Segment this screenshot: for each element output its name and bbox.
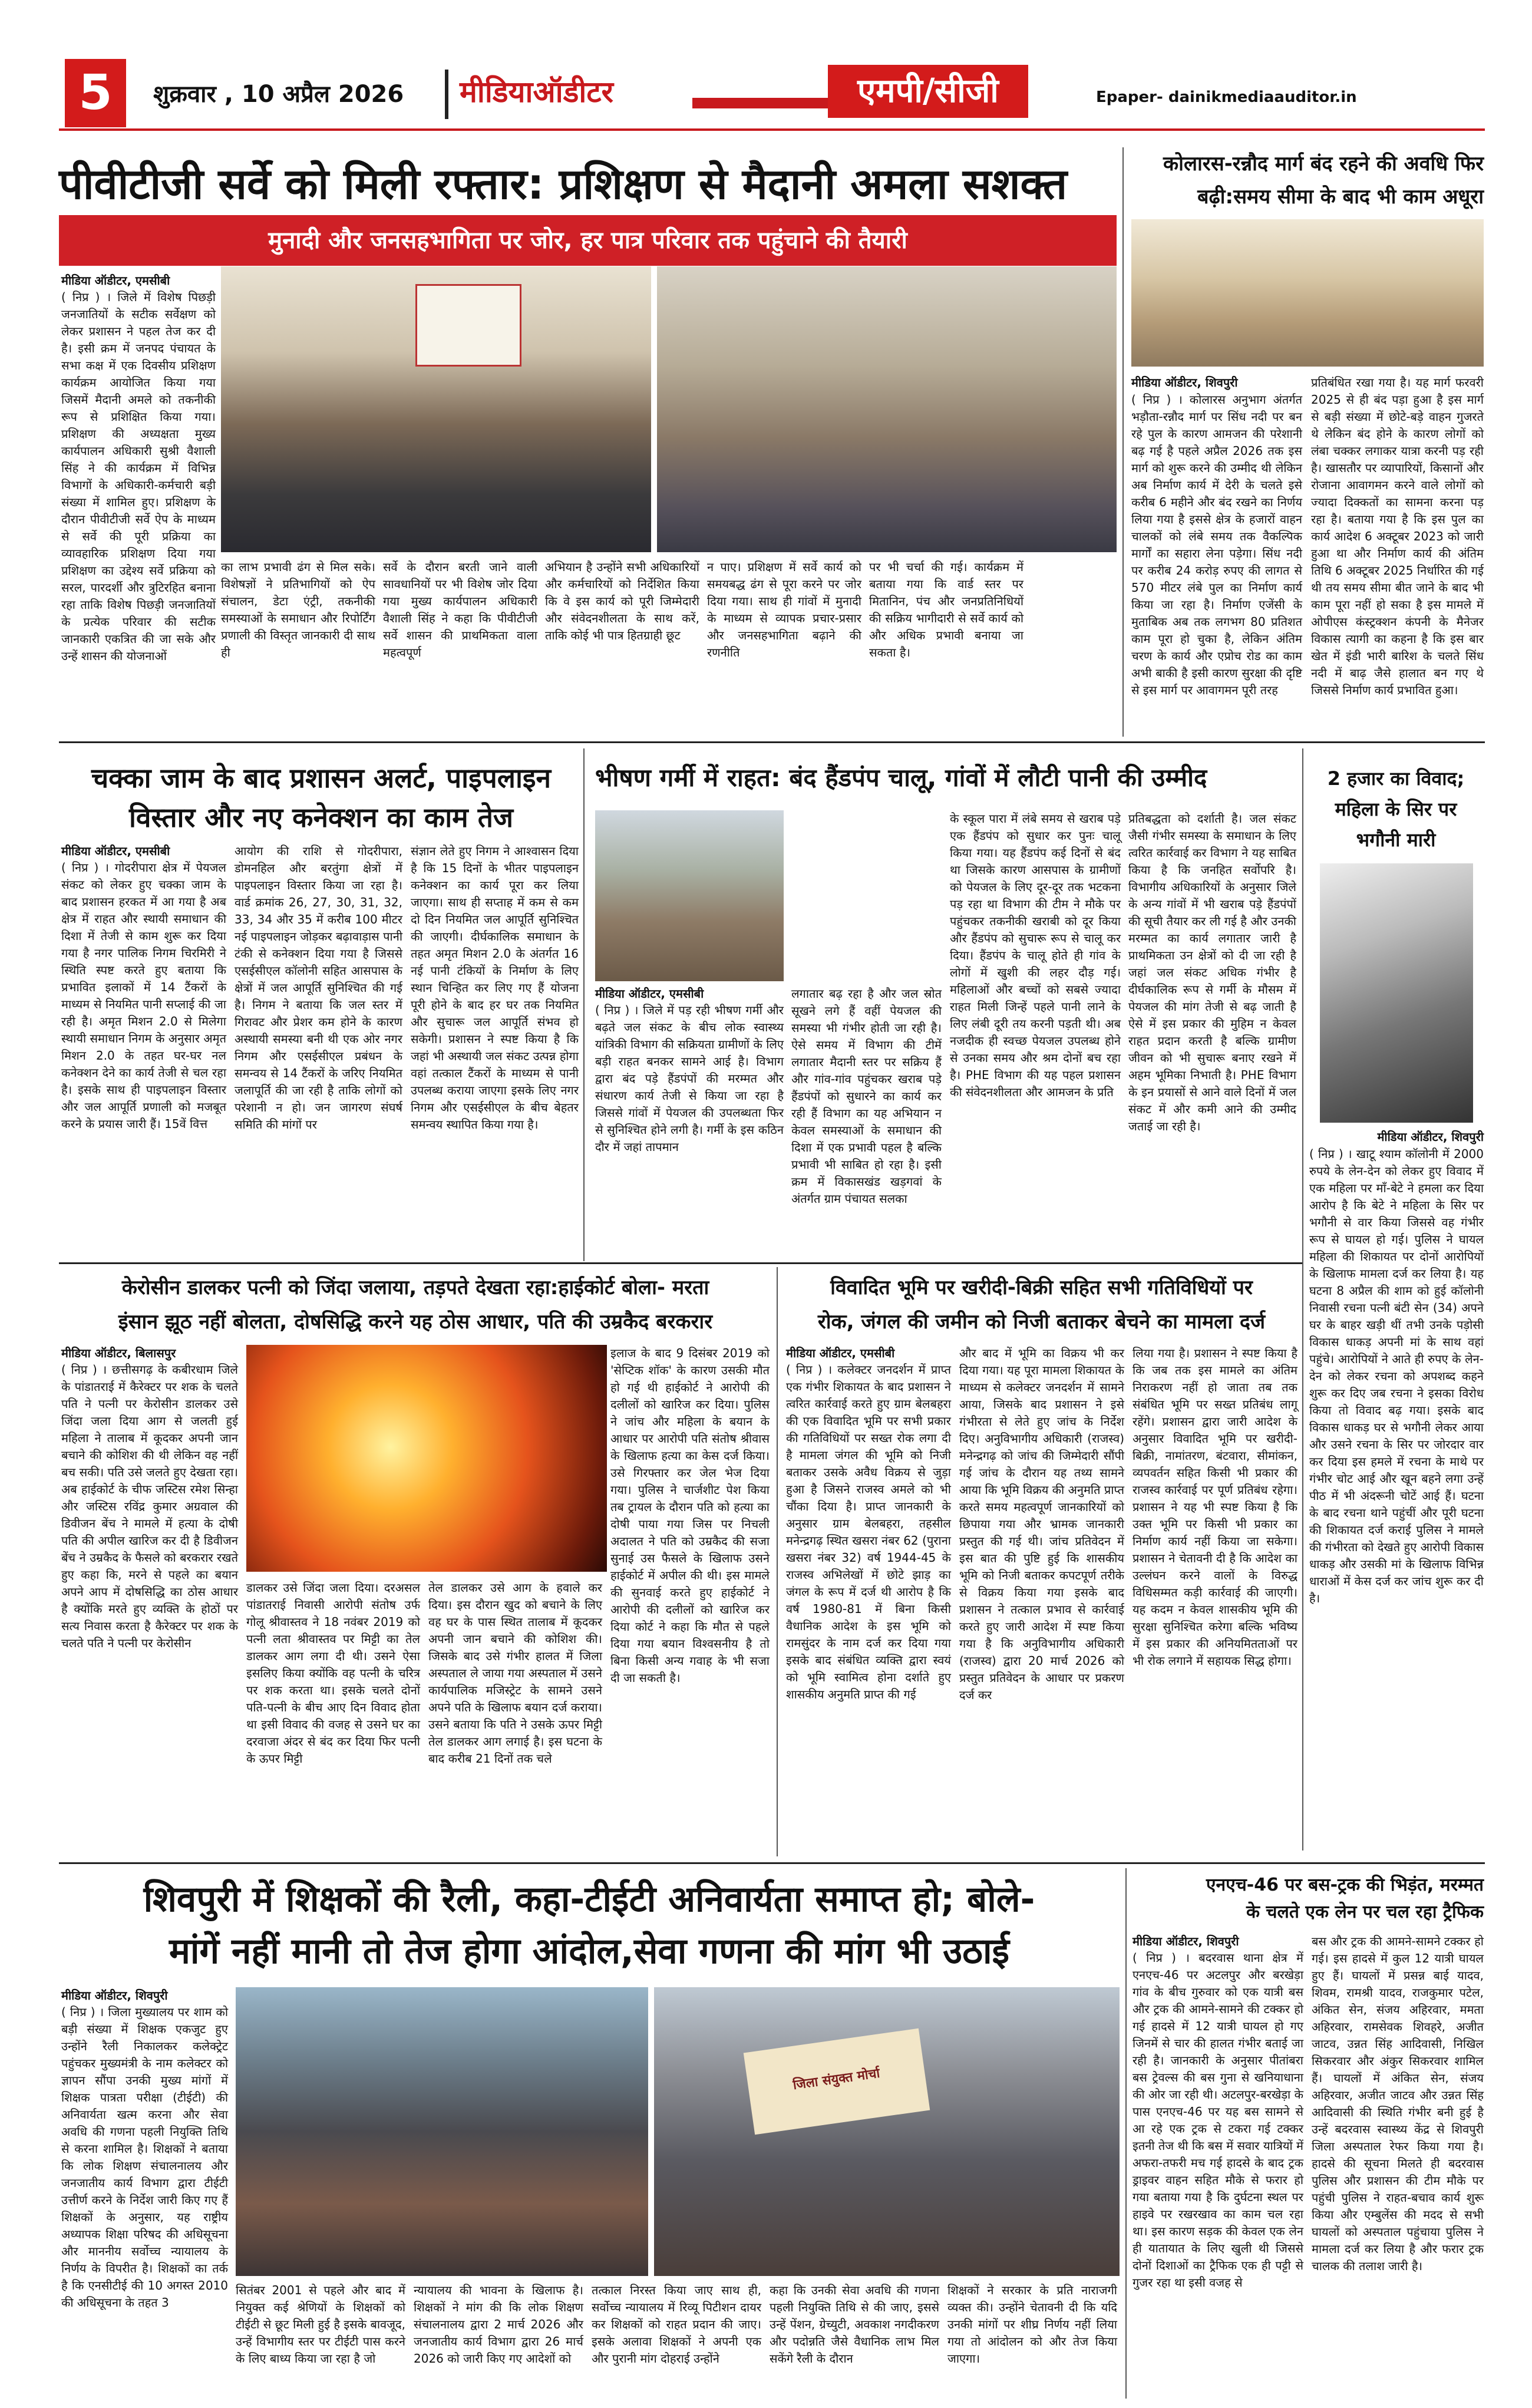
a4-col1: ( निप्र ) । जिले में पड़ रही भीषण गर्मी और बढ़ते जल संकट के बीच लोक स्वास्थ्य यांत्रिकी विभाग की सक्रियता ग्रामीणों के लिए बड़ी राहत बनकर सामने आई है। विभाग द्वारा बंद पड़े हैंडपंपों की मरम्मत और संधारण कार्य तेजी से किया जा रहा है जिससे गांवों में पेयजल की उपलब्धता फिर से सुनिश्चित होने लगी है। गर्मी के इस कठिन दौर में जहां तापमान (595, 1003, 784, 1154)
a1-col2: का लाभ प्रभावी ढंग से मिल सके। विशेषज्ञों ने प्रतिभागियों को ऐप संचालन, डेटा एंट्री, तकनीकी समस्याओं के समाधान और रिपोर्टिंग प्रणाली की विस्तृत जानकारी दी साथ ही (221, 560, 375, 659)
a8-right-rule (1125, 1868, 1127, 2399)
a3-col2: आयोग की राशि से गोदरीपारा, डोमनहिल और बरतुंगा क्षेत्रों में पाइपलाइन विस्तार किया जा रहा है। वार्ड क्रमांक 26, 27, 30, 31, 32, 33, 34 और 35 में करीब 100 मीटर नई पाइपलाइन जोड़कर बढ़ावाड़ास पानी टंकी से कनेक्शन दिया गया है जिससे एसईसीएल कॉलोनी सहित आसपास के क्षेत्रों में जल आपूर्ति सुनिश्चित की गई है। निगम ने बताया कि जल स्तर में गिरावट और प्रेशर कम होने के कारण अस्थायी समस्या बनी थी एक ओर नगर निगम और एसईसीएल प्रबंधन के समन्वय से 14 टैंकरों के जरिए नियमित जलापूर्ति की जा रही है ताकि लोगों को परेशानी न हो। जन जागरण संघर्ष समिति की मांगों पर (235, 844, 402, 1132)
a1-subhead: मुनादी और जनसहभागिता पर जोर, हर पात्र परिवार तक पहुंचाने की तैयारी (59, 215, 1117, 266)
a1-col4: अभियान है उन्होंने सभी अधिकारियों और कर्मचारियों को निर्देशित किया कि वे इस कार्य को पूरी जिम्मेदारी और संवेदनशीलता के साथ करें, ताकि कोई भी पात्र हितग्राही छूट (545, 560, 699, 642)
a5-col1: ( निप्र ) । खाटू श्याम कॉलोनी में 2000 रुपये के लेन-देन को लेकर हुए विवाद में एक महिला पर माँ-बेटे ने हमला कर दिया आरोप है कि बेटे ने महिला के सिर पर भगौनी से वार किया जिससे वह गंभीर रूप से घायल हो गई। पुलिस ने घायल महिला की शिकायत पर दोनों आरोपियों के खिलाफ मामला दर्ज कर लिया है। यह घटना 8 अप्रैल की शाम को हुई कॉलोनी निवासी रचना पत्नी बंटी सेन (34) अपने घर के बाहर खड़ी थीं तभी उनके पड़ोसी विकास धाकड़ अपनी मां के साथ वहां पहुंचे। आरोपियों ने आते ही रुपए के लेन-देन को लेकर रचना को अपशब्द कहने शुरू कर दिए जब रचना ने इसका विरोध किया तो विवाद बढ़ गया। इसके बाद विकास धाकड़ घर से भगौनी लेकर आया और उसने रचना के सिर पर जोरदार वार कर दिया इस हमले में रचना के माथे पर गंभीर चोट आई और खून बहने लगा उन्हें पीठ में भी अंदरूनी चोटें आई हैं। घटना के बाद रचना थाने पहुंचीं और पूरी घटना की शिकायत दर्ज कराई पुलिस ने मामले की गंभीरता को देखते हुए आरोपी विकास धाकड़ और उसकी मां के खिलाफ विभिन्न धाराओं में केस दर्ज कर जांच शुरू कर दी है। (1309, 1147, 1484, 1605)
a6-col3: तेल डालकर उसे आग के हवाले कर दिया। इस दौरान खुद को बचाने के लिए वह घर के पास स्थित तालाब में कूदकर अपनी जान बचाने की कोशिश की। जिसके बाद उसे गंभीर हालत में जिला अस्पताल ले जाया गया अस्पताल में उसने कार्यपालिक मजिस्ट्रेट के सामने उसने अपने पति के खिलाफ बयान दर्ज कराया। उसने बताया कि पति ने उसके ऊपर मिट्टी तेल डालकर आग लगाई है। इस घटना के बाद करीब 21 दिनों तक चले (428, 1581, 602, 1766)
row-rule-2 (59, 1262, 1302, 1264)
a3-headline-2: विस्तार और नए कनेक्शन का काम तेज (128, 801, 514, 833)
a3-right-rule (583, 748, 585, 1261)
a5-headline-2: महिला के सिर पर (1335, 798, 1457, 820)
a2-dateline-box (1131, 374, 1302, 392)
a1-photo-banner (415, 284, 521, 367)
a8-col6: शिक्षकों ने सरकार के प्रति नाराजगी व्यक्त की। उन्होंने चेतावनी दी कि यदि उनकी मांगों पर शीघ्र निर्णय नहीं लिया गया तो आंदोलन को और तेज किया जाएगा। (947, 2283, 1117, 2366)
a8-banner-text: जिला संयुक्त मोर्चा (792, 2066, 881, 2093)
a9-headline-1: एनएच-46 पर बस-ट्रक की भिड़ंत, मरम्मत (1206, 1875, 1484, 1895)
a6-col1: ( निप्र ) । छत्तीसगढ़ के कबीरधाम जिले के पांडातराई में कैरेक्टर पर शक के चलते पति ने पत्नी पर केरोसीन डालकर उसे जिंदा जला दिया आग से जलती हुई महिला ने तालाब में कूदकर अपनी जान बचाने की कोशिश की थी लेकिन वह नहीं बच सकी। पति उसे जलते हुए देखता रहा। अब हाईकोर्ट के चीफ जस्टिस रमेश सिन्हा और जस्टिस रविंद्र कुमार अग्रवाल की डिवीजन बेंच ने मामले में हत्या के दोषी पति की अपील खारिज कर दी है डिवीजन बेंच ने उम्रकैद के फैसले को बरकरार रखते हुए कहा कि, मरने से पहले का बयान अपने आप में दोषसिद्धि का ठोस आधार है क्योंकि मरते हुए व्यक्ति के होठों पर सत्य निवास करता है कैरेक्टर पर शक के चलते पति ने पत्नी पर केरोसीन (61, 1363, 238, 1650)
a8-headline-2: मांगें नहीं मानी तो तेज होगा आंदोल,सेवा गणना की मांग भी उठाई (169, 1931, 1010, 1972)
a5-dateline: मीडिया ऑडीटर, शिवपुरी (1377, 1130, 1484, 1144)
epaper-url[interactable]: Epaper- dainikmediaauditor.in (1096, 88, 1357, 106)
a9-headline-2: के चलते एक लेन पर चल रहा ट्रैफिक (1246, 1902, 1484, 1922)
a5-dateline-box (1309, 1129, 1484, 1146)
a2-headline: कोलारस-रन्नौद मार्ग बंद रहने की अवधि फिर बढ़ी:समय सीमा के बाद भी काम अधूरा (1163, 152, 1484, 209)
a1-headline: पीवीटीजी सर्वे को मिली रफ्तार: प्रशिक्षण से मैदानी अमला सशक्त (59, 159, 1068, 209)
a8-photo-rally-right (654, 1987, 1120, 2276)
a4-dateline: मीडिया ऑडीटर, एमसीबी (595, 987, 704, 1001)
row-rule-1 (59, 741, 1485, 743)
a6-col2: डालकर उसे जिंदा जला दिया। दरअसल पांडातराई निवासी आरोपी संतोष उर्फ गोलू श्रीवास्तव ने 18 नवंबर 2019 को पत्नी लता श्रीवास्तव पर मिट्टी का तेल डालकर आग लगा दी थी। उसने ऐसा इसलिए किया क्योंकि वह पत्नी के चरित्र पर शक करता था। इसके चलते दोनों पति-पत्नी के बीच आए दिन विवाद होता था इसी विवाद की वजह से उसने घर का दरवाजा अंदर से बंद कर दिया फिर पत्नी के ऊपर मिट्टी (246, 1581, 420, 1766)
a3-dateline: मीडिया ऑडीटर, एमसीबी (61, 844, 170, 858)
a7-col3: लिया गया है। प्रशासन ने स्पष्ट किया है कि जब तक इस मामले का अंतिम निराकरण नहीं हो जाता तब तक संबंधित भूमि पर सख्त प्रतिबंध लागू रहेंगे। प्रशासन द्वारा जारी आदेश के अनुसार विवादित भूमि पर खरीदी-बिक्री, नामांतरण, बंटवारा, सीमांकन, व्यपवर्तन सहित किसी भी प्रकार की राजस्व कार्रवाई पर पूर्ण प्रतिबंध रहेगा। प्रशासन ने यह भी स्पष्ट किया है कि उक्त भूमि पर किसी भी प्रकार का निर्माण कार्य नहीं किया जा सकेगा। प्रशासन ने चेतावनी दी है कि आदेश का उल्लंघन करने वालों के विरुद्ध विधिसम्मत कड़ी कार्रवाई की जाएगी। यह कदम न केवल शासकीय भूमि की सुरक्षा सुनिश्चित करेगा बल्कि भविष्य में इस प्रकार की अनियमितताओं पर भी रोक लगाने में सहायक सिद्ध होगा। (1133, 1346, 1297, 1668)
a7-col1: ( निप्र ) । कलेक्टर जनदर्शन में प्राप्त एक गंभीर शिकायत के बाद प्रशासन ने त्वरित कार्रवाई करते हुए ग्राम बेलबहरा की एक विवादित भूमि पर सभी प्रकार की गतिविधियों पर सख्त रोक लगा दी है मामला जंगल की भूमि को निजी बताकर उसके अवैध विक्रय से जुड़ा हुआ है जिसने राजस्व अमले को भी चौंका दिया है। प्राप्त जानकारी के अनुसार ग्राम बेलबहरा, तहसील मनेन्द्रगढ़ स्थित खसरा नंबर 62 (पुराना खसरा नंबर 32) वर्ष 1944-45 के राजस्व अभिलेखों में छोटे झाड़ का जंगल के रूप में दर्ज थी आरोप है कि वर्ष 1980-81 में बिना किसी वैधानिक आदेश के इस भूमि को रामसुंदर के नाम दर्ज कर दिया गया इसके बाद संबंधित व्यक्ति द्वारा स्वयं को भूमि स्वामित्व होना दर्शाते हुए शासकीय अनुमति प्राप्त की गई (786, 1363, 951, 1701)
a6-headline-1: केरोसीन डालकर पत्नी को जिंदा जलाया, तड़पते देखता रहा:हाईकोर्ट बोला- मरता (121, 1276, 709, 1299)
section-label: एमपी/सीजी (828, 65, 1028, 118)
header-divider (445, 70, 448, 119)
a6-headline-2: इंसान झूठ नहीं बोलता, दोषसिद्धि करने यह ठोस आधार, पति की उम्रकैद बरकरार (118, 1310, 713, 1334)
a8-col3: न्यायालय की भावना के खिलाफ है। शिक्षकों ने मांग की कि लोक शिक्षण संचालनालय द्वारा 2 मार्च 2026 और जनजातीय कार्य विभाग द्वारा 26 मार्च 2026 को जारी किए गए आदेशों को (414, 2283, 583, 2366)
a1-col5: न पाए। प्रशिक्षण में सर्वे कार्य को समयबद्ध ढंग से पूरा करने पर जोर दिया गया। साथ ही गांवों में मुनादी के माध्यम से व्यापक प्रचार-प्रसार और जनसहभागिता बढ़ाने की रणनीति (707, 560, 861, 659)
a4-col2: लगातार बढ़ रहा है और जल स्रोत सूखने लगे हैं वहीं पेयजल की समस्या भी गंभीर होती जा रही है। ऐसे समय में विभाग की टीमें लगातार मैदानी स्तर पर सक्रिय हैं और गांव-गांव पहुंचकर खराब पड़े हैंडपंपों को सुधारने का कार्य कर रही हैं विभाग का यह अभियान न केवल समस्याओं के समाधान की दिशा में एक प्रभावी पहल है बल्कि प्रभावी भी साबित हो रहा है। इसी क्रम में विकासखंड खड़गवां के अंतर्गत ग्राम पंचायत सलका (791, 987, 942, 1206)
a8-photo-rally-left (236, 1987, 648, 2276)
a2-photo-bridge (1131, 219, 1484, 367)
a5-headline-1: 2 हजार का विवाद; (1327, 767, 1465, 790)
a1-col6: पर भी चर्चा की गई। कार्यक्रम में बताया गया कि वार्ड स्तर पर मितानिन, पंच और जनप्रतिनिधियों की सक्रिय भागीदारी से सर्वे कार्य को और अधिक प्रभावी बनाया जा सकता है। (869, 560, 1023, 659)
a3-col1: ( निप्र ) । गोदरीपारा क्षेत्र में पेयजल संकट को लेकर हुए चक्का जाम के बाद प्रशासन हरकत में आ गया है अब क्षेत्र में राहत और स्थायी समाधान की दिशा में तेजी से काम शुरू कर दिया गया है नगर पालिक निगम चिरमिरी ने स्थिति स्पष्ट करते हुए बताया कि प्रभावित इलाकों में 14 टैंकरों के माध्यम से नियमित पानी सप्लाई की जा रही है। अमृत मिशन 2.0 से मिलेगा स्थायी समाधान निगम के अनुसार अमृत मिशन 2.0 के तहत घर-घर नल कनेक्शन देने का कार्य तेजी से चल रहा है। इसके साथ ही पाइपलाइन विस्तार और जल आपूर्ति प्रणाली को मजबूत करने के प्रयास जारी हैं। 15वें वित्त (61, 860, 226, 1131)
page-header (59, 59, 1485, 130)
a1-photo-meeting-right (657, 266, 1117, 552)
a8-col1: ( निप्र ) । जिला मुख्यालय पर शाम को बड़ी संख्या में शिक्षक एकजुट हुए उन्होंने रैली निकालकर कलेक्ट्रेट पहुंचकर मुख्यमंत्री के नाम कलेक्टर को ज्ञापन सौंपा उनकी मुख्य मांगों में शिक्षक पात्रता परीक्षा (टीईटी) की अनिवार्यता खत्म करना और सेवा अवधि की गणना पहली नियुक्ति तिथि से करना शामिल है। शिक्षकों ने बताया कि लोक शिक्षण संचालनालय और जनजातीय कार्य विभाग द्वारा टीईटी उत्तीर्ण करने के निर्देश जारी किए गए हैं शिक्षकों के अनुसार, यह राष्ट्रीय अध्यापक शिक्षा परिषद की अधिसूचना और माननीय सर्वोच्च न्यायालय के निर्णय के विपरीत है। शिक्षकों का तर्क है कि एनसीटीई की 10 अगस्त 2010 की अधिसूचना के तहत 3 (61, 2005, 228, 2310)
a6-right-rule (777, 1267, 778, 1856)
a2-col2: प्रतिबंधित रखा गया है। यह मार्ग फरवरी 2025 से ही बंद पड़ा हुआ है इस मार्ग से बड़ी संख्या में छोटे-बड़े वाहन गुजरते थे लेकिन बंद होने के कारण लोगों को लंबा चक्कर लगाकर यात्रा करनी पड़ रही है। खासतौर पर व्यापारियों, किसानों और रोजाना आवागमन करने वाले लोगों को ज्यादा दिक्कतों का सामना करना पड़ रहा है। बताया गया है कि इस पुल का कार्य आदेश 6 अक्टूबर 2023 को जारी हुआ था और निर्माण कार्य की अंतिम तिथि 6 अक्टूबर 2025 निर्धारित की गई थी तय समय सीमा बीत जाने के बाद भी काम पूरा नहीं हो सका है इस मामले में ओपीएस कंस्ट्रक्शन कंपनी के मैनेजर विकास त्यागी का कहना है कि इस बार खेत में इंडी भारी बारिश के चलते सिंध नदी में बाढ़ जैसे हालात बन गए थे जिससे निर्माण कार्य प्रभावित हुआ। (1311, 375, 1484, 697)
a3-col3: संज्ञान लेते हुए निगम ने आश्वासन दिया है कि 15 दिनों के भीतर पाइपलाइन कनेक्शन का कार्य पूरा कर लिया जाएगा। साथ ही सप्ताह में कम से कम दो दिन नियमित जल आपूर्ति सुनिश्चित की जाएगी। दीर्घकालिक समाधान के तहत अमृत मिशन 2.0 के अंतर्गत 16 नई पानी टंकियों के निर्माण के लिए स्थान चिन्हित कर लिए गए हैं योजना पूरी होने के बाद हर घर तक नियमित और सुचारू जल आपूर्ति संभव हो सकेगी। प्रशासन ने स्पष्ट किया है कि जहां भी अस्थायी जल संकट उत्पन्न होगा वहां तत्काल टैंकरों के माध्यम से पानी उपलब्ध कराया जाएगा इसके लिए नगर निगम और एसईसीएल के बीच बेहतर समन्वय स्थापित किया गया है। (411, 844, 579, 1132)
a5-photo-injured-woman (1320, 863, 1473, 1123)
a7-headline-2: रोक, जंगल की जमीन को निजी बताकर बेचने का मामला दर्ज (817, 1310, 1266, 1334)
header-rule (59, 128, 1485, 131)
a8-banner-sign (744, 2028, 930, 2135)
a3-dateline-box (61, 843, 226, 860)
a8-dateline-box (61, 1987, 228, 2005)
a8-col2: सितंबर 2001 से पहले और बाद में नियुक्त कई श्रेणियों के शिक्षकों को टीईटी से छूट मिली हुई है इसके बावजूद, उन्हें विभागीय स्तर पर टीईटी पास करने के लिए बाध्य किया जा रहा है जो (236, 2283, 405, 2366)
page-number: 5 (65, 59, 126, 127)
a1-col3: सर्वे के दौरान बरती जाने वाली सावधानियों पर भी विशेष जोर दिया गया मुख्य कार्यपालन अधिकारी वैशाली सिंह ने कहा कि पीवीटीजी सर्वे शासन की प्राथमिकता वाला महत्वपूर्ण (383, 560, 537, 659)
issue-date: शुक्रवार , 10 अप्रैल 2026 (153, 81, 404, 108)
a1-intro: ( निप्र ) । जिले में विशेष पिछड़ी जनजातियों के सटीक सर्वेक्षण को लेकर प्रशासन ने पहल तेज कर दी है। इसी क्रम में जनपद पंचायत के सभा कक्ष में एक दिवसीय प्रशिक्षण कार्यक्रम आयोजित किया गया जिसमें मैदानी अमले को तकनीकी रूप से प्रशिक्षित किया गया। प्रशिक्षण की अध्यक्षता मुख्य कार्यपालन अधिकारी सुश्री वैशाली सिंह ने की कार्यक्रम में विभिन्न विभागों के अधिकारी-कर्मचारी बड़ी संख्या में शामिल हुए। प्रशिक्षण के दौरान पीवीटीजी सर्वे ऐप के माध्यम से सर्वे की पूरी प्रक्रिया का व्यावहारिक प्रशिक्षण दिया गया प्रशिक्षण का उद्देश्य सर्वे प्रक्रिया को सरल, पारदर्शी और त्रुटिरहित बनाना रहा ताकि विशेष पिछड़ी जनजातियों के प्रत्येक परिवार की सटीक जानकारी एकत्रित की जा सके और उन्हें शासन की योजनाओं (61, 290, 216, 663)
a4-right-rule (1302, 748, 1303, 1850)
a7-dateline: मीडिया ऑडीटर, एमसीबी (786, 1346, 895, 1360)
a9-col1: ( निप्र ) । बदरवास थाना क्षेत्र में एनएच-46 पर अटलपुर और बरखेड़ा गांव के बीच गुरुवार को एक यात्री बस और ट्रक की आमने-सामने की टक्कर हो गई हादसे में 12 यात्री घायल हो गए जिनमें से चार की हालत गंभीर बताई जा रही है। जानकारी के अनुसार पीतांबरा बस ट्रेवल्स की बस गुना से खनियाधाना की ओर जा रही थी। अटलपुर-बरखेड़ा के पास एनएच-46 पर यह बस सामने से आ रहे एक ट्रक से टकरा गई टक्कर इतनी तेज थी कि बस में सवार यात्रियों में अफरा-तफरी मच गई हादसे के बाद ट्रक ड्राइवर वाहन सहित मौके से फरार हो गया बताया गया है कि दुर्घटना स्थल पर हाइवे पर रखरखाव का काम चल रहा था। इस कारण सड़क की केवल एक लेन ही यातायात के लिए खुली थी जिससे दोनों दिशाओं का ट्रैफिक एक ही पट्टी से गुजर रहा था इसी वजह से (1133, 1951, 1303, 2290)
a3-headline-1: चक्का जाम के बाद प्रशासन अलर्ट, पाइपलाइन (91, 762, 552, 794)
a1-right-rule (1122, 147, 1124, 737)
a6-dateline-box (61, 1345, 238, 1363)
a8-col5: कहा कि उनकी सेवा अवधि की गणना पहली नियुक्ति तिथि से की जाए, इससे उन्हें पेंशन, ग्रेच्युटी, अवकाश नगदीकरण और पदोन्नति जैसे वैधानिक लाभ मिल सकेंगे रैली के दौरान (770, 2283, 939, 2366)
brand-name: मीडियाऑडीटर (460, 74, 613, 109)
a4-photo-handpump (595, 810, 784, 981)
a4-dateline-box (595, 985, 784, 1003)
a1-dateline: मीडिया ऑडीटर, एमसीबी (61, 273, 170, 288)
a2-col1: ( निप्र ) । कोलारस अनुभाग अंतर्गत भड़ौता-रन्नौद मार्ग पर सिंध नदी पर बन रहे पुल के कारण आमजन की परेशानी बढ़ गई है पहले अप्रैल 2026 तक इस मार्ग को शुरू करने की उम्मीद थी लेकिन अब निर्माण कार्य में देरी के चलते इसे करीब 6 महीने और बंद रखने का निर्णय लिया गया है इससे क्षेत्र के हजारों वाहन चालकों को लंबे समय तक वैकल्पिक मार्गों का सहारा लेना पड़ेगा। सिंध नदी पर करीब 24 करोड़ रुपए की लागत से 570 मीटर लंबे पुल का निर्माण कार्य किया जा रहा है। निर्माण एजेंसी के मुताबिक अब तक लगभग 80 प्रतिशत काम पूरा हो चुका है, लेकिन अंतिम चरण के कार्य और एप्रोच रोड का काम अभी बाकी है इसी कारण सुरक्षा की दृष्टि से इस मार्ग पर आवागमन पूरी तरह (1131, 392, 1302, 697)
a8-col4: तत्काल निरस्त किया जाए साथ ही, सर्वोच्च न्यायालय में रिव्यू पिटीशन दायर कर शिक्षकों को राहत प्रदान की जाए। इसके अलावा शिक्षकों ने अपनी एक और पुरानी मांग दोहराई उन्होंने (592, 2283, 761, 2366)
a9-col2: बस और ट्रक की आमने-सामने टक्कर हो गई। इस हादसे में कुल 12 यात्री घायल हुए हैं। घायलों में प्रसन्न बाई यादव, शिवम, रामश्री यादव, राजकुमार पटेल, अंकित सेन, संजय अहिरवार, ममता अहिरवार, रामसेवक शिवहरे, अजीत जाटव, उन्नत सिंह आदिवासी, निखिल सिकरवार और अंकुर सिकरवार शामिल हैं। घायलों में अंकित सेन, संजय अहिरवार, अजीत जाटव और उन्नत सिंह आदिवासी की स्थिति गंभीर बनी हुई है उन्हें बदरवास स्वास्थ्य केंद्र से शिवपुरी जिला अस्पताल रेफर किया गया है। हादसे की सूचना मिलते ही बदरवास पुलिस और प्रशासन की टीम मौके पर पहुंची पुलिस ने राहत-बचाव कार्य शुरू किया और एम्बुलेंस की मदद से सभी घायलों को अस्पताल पहुंचाया पुलिस ने मामला दर्ज कर लिया है और फरार ट्रक चालक की तलाश जारी है। (1312, 1934, 1484, 2273)
a6-photo-fire (246, 1345, 607, 1572)
a8-dateline: मीडिया ऑडीटर, शिवपुरी (61, 1988, 168, 2003)
row-rule-3 (59, 1862, 1485, 1864)
a1-photo-meeting-left (221, 266, 651, 552)
a4-col4: प्रतिबद्धता को दर्शाती है। जल संकट जैसी गंभीर समस्या के समाधान के लिए त्वरित कार्रवाई कर विभाग ने यह साबित किया है कि जनहित सर्वोपरि है। विभागीय अधिकारियों के अनुसार जिले के अन्य गांवों में भी खराब पड़े हैंडपंपों की सूची तैयार कर ली गई है और उनकी मरम्मत का कार्य लगातार जारी है प्राथमिकता उन क्षेत्रों को दी जा रही है जहां जल संकट अधिक गंभीर है दीर्घकालिक रूप से गर्मी के मौसम में पेयजल की मांग तेजी से बढ़ जाती है ऐसे में इस प्रकार की मुहिम न केवल राहत प्रदान करती है बल्कि ग्रामीण जीवन को भी सुचारू बनाए रखने में अहम भूमिका निभाती है। PHE विभाग के इन प्रयासों से आने वाले दिनों में जल संकट में और कमी आने की उम्मीद जताई जा रही है। (1128, 812, 1296, 1133)
a5-headline-3: भगौनी मारी (1356, 829, 1436, 851)
a4-col3: के स्कूल पारा में लंबे समय से खराब पड़े एक हैंडपंप को सुधार कर पुनः चालू किया गया। यह हैंडपंप कई दिनों से बंद था जिसके कारण आसपास के ग्रामीणों को पेयजल के लिए दूर-दूर तक भटकना पड़ रहा था विभाग की टीम ने मौके पर पहुंचकर तकनीकी खराबी को दूर किया और हैंडपंप को सुचारू रूप से चालू कर दिया। हैंडपंप के चालू होते ही गांव के लोगों में खुशी की लहर दौड़ गई। महिलाओं और बच्चों को सबसे ज्यादा राहत मिली जिन्हें पहले पानी लाने के लिए लंबी दूरी तय करनी पड़ती थी। अब नजदीक ही स्वच्छ पेयजल उपलब्ध होने से उनका समय और श्रम दोनों बच रहा है। PHE विभाग की यह पहल प्रशासन की संवेदनशीलता और आमजन के प्रति (950, 812, 1121, 1099)
a9-dateline-box (1133, 1933, 1303, 1951)
a4-headline: भीषण गर्मी में राहत: बंद हैंडपंप चालू, गांवों में लौटी पानी की उम्मीद (595, 763, 1207, 792)
a7-headline-1: विवादित भूमि पर खरीदी-बिक्री सहित सभी गतिविधियों पर (830, 1276, 1253, 1299)
a2-dateline: मीडिया ऑडीटर, शिवपुरी (1131, 375, 1238, 390)
a9-dateline: मीडिया ऑडीटर, शिवपुरी (1133, 1934, 1239, 1948)
a6-dateline: मीडिया ऑडीटर, बिलासपुर (61, 1346, 176, 1360)
header-red-bar (692, 98, 828, 108)
a8-headline-1: शिवपुरी में शिक्षकों की रैली, कहा-टीईटी अनिवार्यता समाप्त हो; बोले- (143, 1879, 1035, 1920)
a6-col4: इलाज के बाद 9 दिसंबर 2019 को 'सेप्टिक शॉक' के कारण उसकी मौत हो गई थी हाईकोर्ट ने आरोपी की दलीलों को खारिज कर दिया। पुलिस ने जांच और महिला के बयान के आधार पर आरोपी पति संतोष श्रीवास के खिलाफ हत्या का केस दर्ज किया। उसे गिरफ्तार कर जेल भेज दिया गया। पुलिस ने चार्जशीट पेश किया तब ट्रायल के दौरान पति को हत्या का दोषी पाया गया जिस पर निचली अदालत ने पति को उम्रकैद की सजा सुनाई उस फैसले के खिलाफ उसने हाईकोर्ट में अपील की थी। इस मामले की सुनवाई करते हुए हाईकोर्ट ने आरोपी की दलीलों को खारिज कर दिया कोर्ट ने कहा कि मौत से पहले दिया गया बयान विश्वसनीय है तो बिना किसी अन्य गवाह के भी सजा दी जा सकती है। (610, 1346, 770, 1685)
a7-dateline-box (786, 1345, 951, 1363)
a7-col2: और बाद में भूमि का विक्रय भी कर दिया गया। यह पूरा मामला शिकायत के माध्यम से कलेक्टर जनदर्शन में सामने आया, जिसके बाद प्रशासन ने इसे गंभीरता से लेते हुए जांच के निर्देश दिए। अनुविभागीय अधिकारी (राजस्व) मनेन्द्रगढ़ को जांच की जिम्मेदारी सौंपी गई जांच के दौरान यह तथ्य सामने आया कि भूमि विक्रय की अनुमति प्राप्त करते समय महत्वपूर्ण जानकारियों को छिपाया गया और भ्रामक जानकारी प्रस्तुत की गई थी। जांच प्रतिवेदन में इस बात की पुष्टि हुई कि शासकीय भूमि को निजी बताकर कपटपूर्ण तरीके से विक्रय किया गया इसके बाद प्रशासन ने तत्काल प्रभाव से कार्रवाई करते हुए जारी आदेश में स्पष्ट किया गया है कि अनुविभागीय अधिकारी (राजस्व) द्वारा 20 मार्च 2026 को प्रस्तुत प्रतिवेदन के आधार पर प्रकरण दर्ज कर (959, 1346, 1124, 1702)
